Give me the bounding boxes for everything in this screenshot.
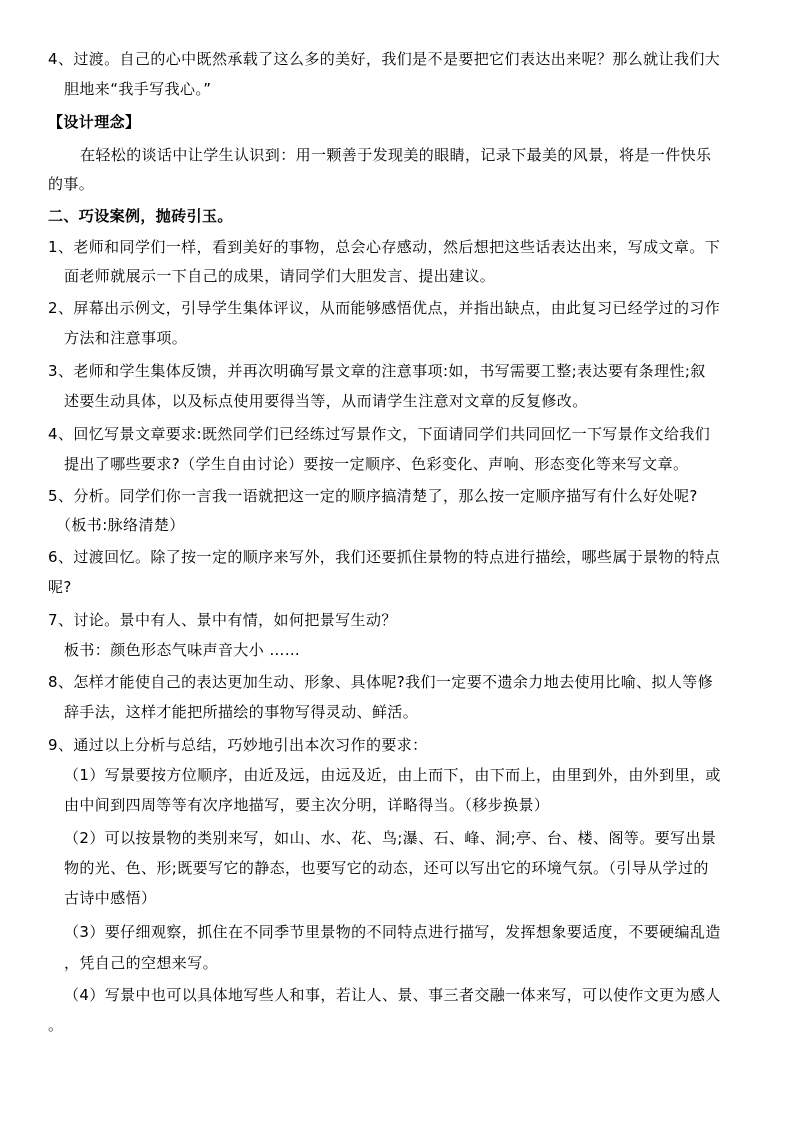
line-23: 9、通过以上分析与总结，巧妙地引出本次习作的要求： bbox=[48, 736, 428, 754]
line-12: 述要生动具体，以及标点使用要得当等，从而请学生注意对文章的反复修改。 bbox=[64, 392, 588, 410]
line-21: 8、怎样才能使自己的表达更加生动、形象、具体呢?我们一定要不遗余力地去使用比喻、拟人等修 bbox=[48, 673, 714, 691]
line-19: 7、讨论。景中有人、景中有情，如何把景写生动？ bbox=[48, 611, 397, 629]
line-27: 物的光、色、形;既要写它的静态，也要写它的动态，还可以写出它的环境气氛。（引导从学过的 bbox=[64, 859, 709, 877]
line-20: 板书：颜色形态气味声音大小 …… bbox=[64, 641, 301, 659]
line-11: 3、老师和学生集体反馈，并再次明确写景文章的注意事项:如，书写需要工整;表达要有条理性;叙 bbox=[48, 362, 706, 380]
line-13: 4、回忆写景文章要求:既然同学们已经练过写景作文，下面请同学们共同回忆一下写景作文给我们 bbox=[48, 425, 711, 443]
line-9: 2、屏幕出示例文，引导学生集体评议，从而能够感悟优点，并指出缺点，由此复习已经学过的习作 bbox=[48, 299, 721, 317]
line-2: 胆地来“我手写我心。” bbox=[64, 80, 212, 98]
section-heading-design-concept: 【设计理念】 bbox=[48, 113, 141, 131]
line-28: 古诗中感悟） bbox=[64, 889, 157, 907]
line-25: 由中间到四周等等有次序地描写，要主次分明，详略得当。（移步换景） bbox=[64, 796, 550, 814]
line-18: 呢? bbox=[48, 578, 72, 596]
line-15: 5、分析。同学们你一言我一语就把这一定的顺序搞清楚了，那么按一定顺序描写有什么好处呢? bbox=[48, 487, 698, 505]
line-32: 。 bbox=[48, 1016, 64, 1034]
line-30: ，凭自己的空想来写。 bbox=[64, 954, 219, 972]
line-17: 6、过渡回忆。除了按一定的顺序来写外，我们还要抓住景物的特点进行描绘，哪些属于景物的特点 bbox=[48, 548, 721, 566]
section-heading-two: 二、巧设案例，抛砖引玉。 bbox=[48, 207, 233, 225]
line-7: 1、老师和同学们一样，看到美好的事物，总会心存感动，然后想把这些话表达出来，写成文章。下 bbox=[48, 238, 721, 256]
line-26: （2）可以按景物的类别来写，如山、水、花、鸟;瀑、石、峰、洞;亭、台、楼、阁等。要写出景 bbox=[64, 829, 717, 847]
line-8: 面老师就展示一下自己的成果，请同学们大胆发言、提出建议。 bbox=[64, 267, 496, 285]
line-24: （1）写景要按方位顺序，由近及远，由远及近，由上而下，由下而上，由里到外，由外到里，或 bbox=[64, 766, 721, 784]
line-4: 在轻松的谈话中让学生认识到：用一颗善于发现美的眼睛，记录下最美的风景，将是一件快乐 bbox=[80, 146, 712, 164]
line-31: （4）写景中也可以具体地写些人和事，若让人、景、事三者交融一体来写，可以使作文更为感人 bbox=[64, 986, 721, 1004]
line-29: （3）要仔细观察，抓住在不同季节里景物的不同特点进行描写，发挥想象要适度，不要硬编乱造 bbox=[64, 923, 721, 941]
line-1: 4、过渡。自己的心中既然承载了这么多的美好，我们是不是要把它们表达出来呢？那么就让我们大 bbox=[48, 50, 721, 68]
line-14: 提出了哪些要求?（学生自由讨论）要按一定顺序、色彩变化、声响、形态变化等来写文章。 bbox=[64, 455, 689, 473]
line-5: 的事。 bbox=[48, 175, 95, 193]
line-10: 方法和注意事项。 bbox=[64, 329, 188, 347]
line-16: （板书:脉络清楚） bbox=[56, 516, 185, 534]
line-22: 辞手法，这样才能把所描绘的事物写得灵动、鲜活。 bbox=[64, 703, 419, 721]
